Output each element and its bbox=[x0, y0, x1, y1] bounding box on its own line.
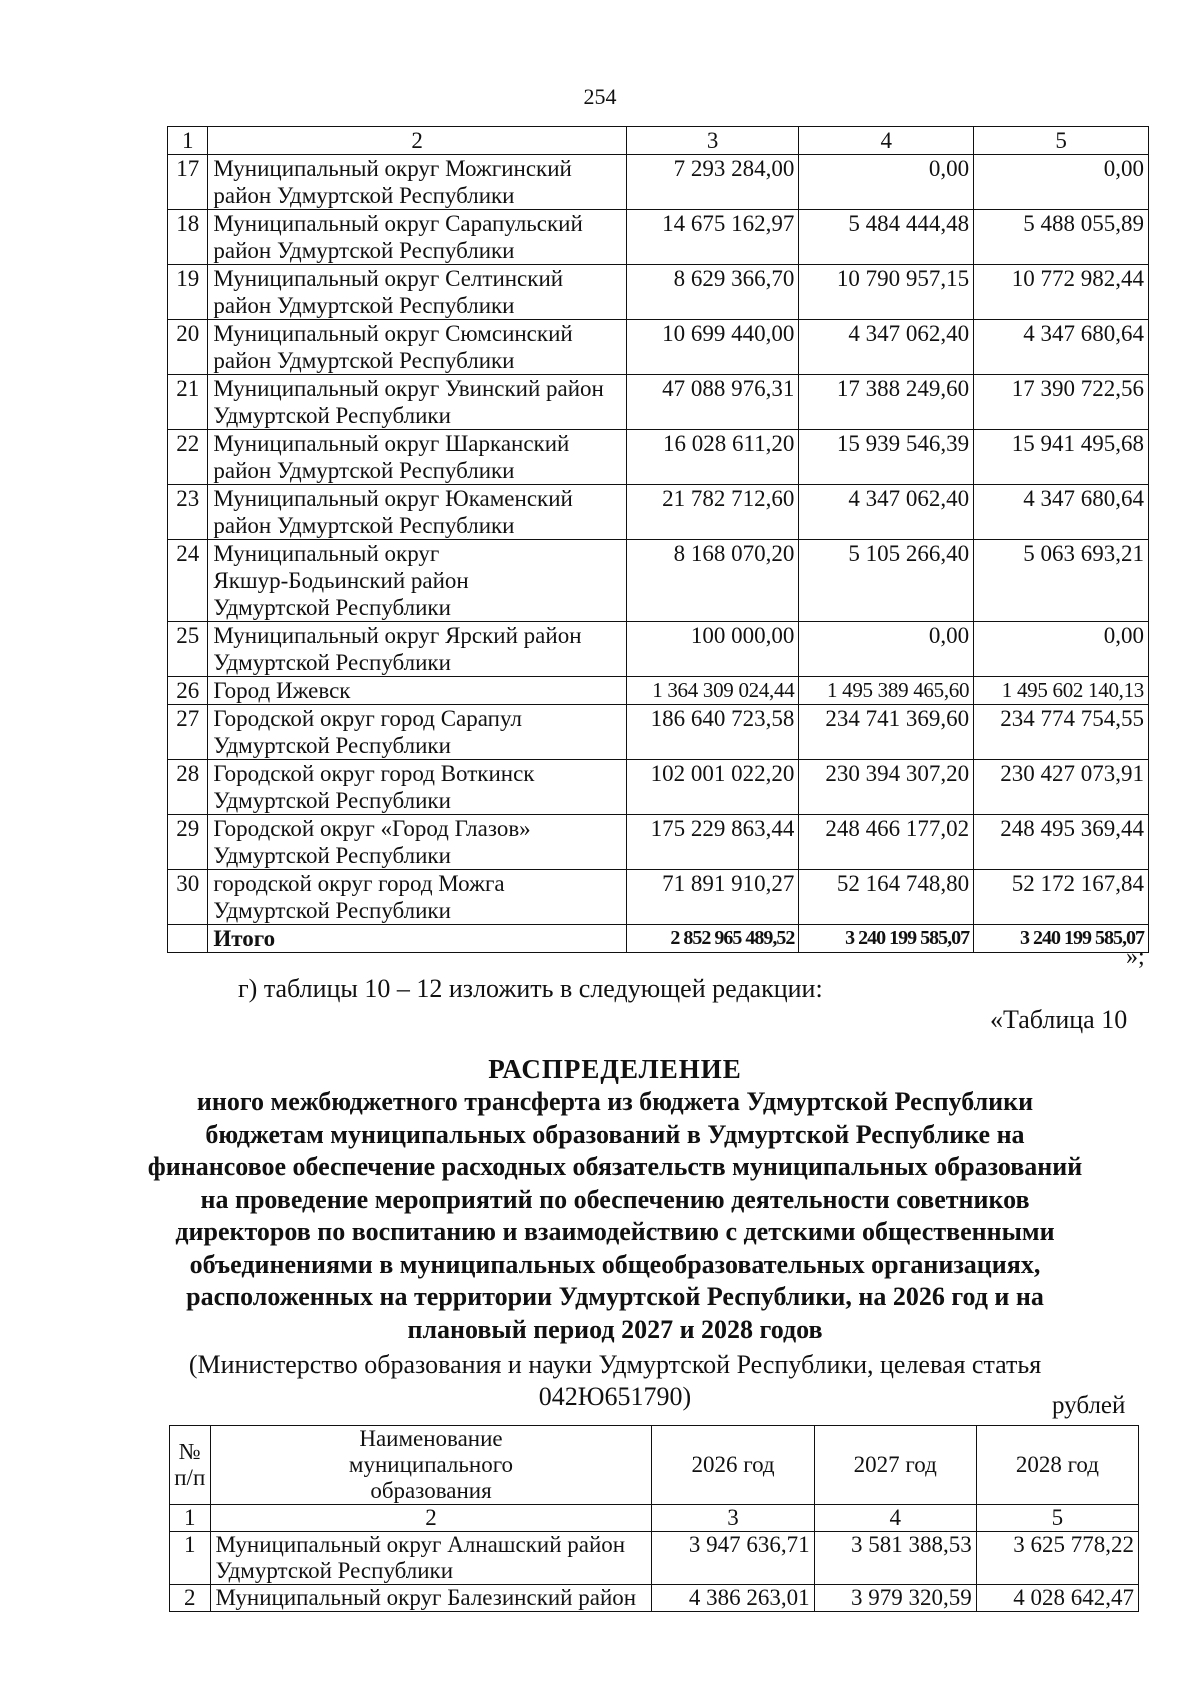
value-col-3: 1 364 309 024,44 bbox=[626, 677, 799, 705]
table-row bbox=[168, 815, 1149, 870]
row-number: 19 bbox=[168, 265, 208, 320]
value-col-3: 175 229 863,44 bbox=[626, 815, 799, 870]
row-number: 21 bbox=[168, 375, 208, 430]
municipality-name: Муниципальный округ Ярский район Удмуртской Республики bbox=[208, 622, 626, 677]
table-header-row bbox=[170, 1426, 1139, 1505]
value-col-5: 234 774 754,55 bbox=[974, 705, 1149, 760]
table-label: «Таблица 10 bbox=[990, 1005, 1128, 1034]
column-index-2: 2 bbox=[210, 1505, 652, 1532]
value-col-3: 102 001 022,20 bbox=[626, 760, 799, 815]
table-row bbox=[168, 677, 1149, 705]
transfer-distribution-table bbox=[169, 1425, 1139, 1612]
value-2026: 4 386 263,01 bbox=[652, 1585, 814, 1612]
value-col-5: 230 427 073,91 bbox=[974, 760, 1149, 815]
total-col-4: 3 240 199 585,07 bbox=[799, 925, 974, 953]
municipality-name: Муниципальный округ Сюмсинский район Удмуртской Республики bbox=[208, 320, 626, 375]
value-col-5: 0,00 bbox=[974, 622, 1149, 677]
value-col-5: 0,00 bbox=[974, 155, 1149, 210]
column-index-4: 4 bbox=[799, 127, 974, 155]
units-label: рублей bbox=[1052, 1392, 1126, 1419]
row-number: 28 bbox=[168, 760, 208, 815]
table-header-row bbox=[168, 127, 1149, 155]
value-col-4: 15 939 546,39 bbox=[799, 430, 974, 485]
municipality-name: Муниципальный округ Увинский район Удмуртской Республики bbox=[208, 375, 626, 430]
page-number: 254 bbox=[583, 84, 617, 109]
column-header-2027: 2027 год bbox=[814, 1426, 976, 1505]
value-col-4: 230 394 307,20 bbox=[799, 760, 974, 815]
row-number: 23 bbox=[168, 485, 208, 540]
value-col-5: 52 172 167,84 bbox=[974, 870, 1149, 925]
value-col-4: 5 105 266,40 bbox=[799, 540, 974, 622]
row-number: 26 bbox=[168, 677, 208, 705]
row-number: 22 bbox=[168, 430, 208, 485]
table-row bbox=[168, 870, 1149, 925]
row-number: 2 bbox=[170, 1585, 211, 1612]
total-col-5: 3 240 199 585,07 bbox=[974, 925, 1149, 953]
value-col-4: 0,00 bbox=[799, 155, 974, 210]
table-row bbox=[170, 1532, 1139, 1585]
value-col-4: 234 741 369,60 bbox=[799, 705, 974, 760]
table-row bbox=[168, 622, 1149, 677]
municipality-name: Город Ижевск bbox=[208, 677, 626, 705]
table-row bbox=[168, 375, 1149, 430]
column-index-2: 2 bbox=[208, 127, 626, 155]
municipality-name: Муниципальный округ Шарканский район Удмуртской Республики bbox=[208, 430, 626, 485]
municipality-name: Муниципальный округ Алнашский район Удмуртской Республики bbox=[210, 1532, 652, 1585]
document-note: (Министерство образования и науки Удмуртской Республики, целевая статья 042Ю651790) bbox=[188, 1350, 1042, 1411]
amendment-instruction: г) таблицы 10 – 12 изложить в следующей редакции: bbox=[238, 974, 823, 1003]
value-2028: 4 028 642,47 bbox=[976, 1585, 1138, 1612]
table-row bbox=[168, 265, 1149, 320]
value-col-4: 4 347 062,40 bbox=[799, 485, 974, 540]
municipality-name: Муниципальный округ Якшур-Бодьинский район Удмуртской Республики bbox=[208, 540, 626, 622]
value-col-4: 17 388 249,60 bbox=[799, 375, 974, 430]
row-number: 25 bbox=[168, 622, 208, 677]
value-col-3: 100 000,00 bbox=[626, 622, 799, 677]
municipality-name: Городской округ «Город Глазов» Удмуртской Республики bbox=[208, 815, 626, 870]
table-row bbox=[168, 430, 1149, 485]
value-col-4: 248 466 177,02 bbox=[799, 815, 974, 870]
table-row bbox=[168, 705, 1149, 760]
value-col-3: 7 293 284,00 bbox=[626, 155, 799, 210]
column-index-4: 4 bbox=[814, 1505, 976, 1532]
value-2027: 3 979 320,59 bbox=[814, 1585, 976, 1612]
total-label: Итого bbox=[208, 925, 626, 953]
value-2027: 3 581 388,53 bbox=[814, 1532, 976, 1585]
column-header-2026: 2026 год bbox=[652, 1426, 814, 1505]
value-col-3: 14 675 162,97 bbox=[626, 210, 799, 265]
document-subtitle: иного межбюджетного трансферта из бюджета Удмуртской Республики бюджетам муниципальных образований в Удмуртской Республике на финансовое обеспечение расходных обязательств муниципальных образований на проведение мероприятий по обеспечению деятельности советников директоров по воспитанию и взаимодействию с детскими общественными объединениями в муниципальных общеобразовательных организациях, расположенных на территории Удмуртской Республики, на 2026 год и на плановый период 2027 и 2028 годов bbox=[147, 1087, 1083, 1344]
value-col-4: 4 347 062,40 bbox=[799, 320, 974, 375]
value-col-5: 4 347 680,64 bbox=[974, 320, 1149, 375]
row-number: 30 bbox=[168, 870, 208, 925]
value-2028: 3 625 778,22 bbox=[976, 1532, 1138, 1585]
column-header-number: № п/п bbox=[170, 1426, 211, 1505]
value-col-4: 1 495 389 465,60 bbox=[799, 677, 974, 705]
title-block bbox=[140, 1052, 1090, 1413]
column-index-1: 1 bbox=[170, 1505, 211, 1532]
value-col-5: 15 941 495,68 bbox=[974, 430, 1149, 485]
closing-quote: »; bbox=[1126, 944, 1145, 970]
value-col-5: 4 347 680,64 bbox=[974, 485, 1149, 540]
row-number: 18 bbox=[168, 210, 208, 265]
municipality-name: городской округ город Можга Удмуртской Республики bbox=[208, 870, 626, 925]
value-col-3: 21 782 712,60 bbox=[626, 485, 799, 540]
column-header-name: Наименование муниципального образования bbox=[210, 1426, 652, 1505]
table-row bbox=[168, 210, 1149, 265]
value-col-3: 186 640 723,58 bbox=[626, 705, 799, 760]
column-index-row bbox=[170, 1505, 1139, 1532]
value-col-4: 0,00 bbox=[799, 622, 974, 677]
value-col-5: 1 495 602 140,13 bbox=[974, 677, 1149, 705]
value-col-4: 5 484 444,48 bbox=[799, 210, 974, 265]
column-index-5: 5 bbox=[976, 1505, 1138, 1532]
row-number: 20 bbox=[168, 320, 208, 375]
value-2026: 3 947 636,71 bbox=[652, 1532, 814, 1585]
row-number: 17 bbox=[168, 155, 208, 210]
row-number: 1 bbox=[170, 1532, 211, 1585]
value-col-3: 8 629 366,70 bbox=[626, 265, 799, 320]
municipality-name: Муниципальный округ Можгинский район Удмуртской Республики bbox=[208, 155, 626, 210]
municipality-name: Муниципальный округ Балезинский район bbox=[210, 1585, 652, 1612]
column-index-3: 3 bbox=[652, 1505, 814, 1532]
municipality-name: Муниципальный округ Селтинский район Удмуртской Республики bbox=[208, 265, 626, 320]
table-row bbox=[168, 540, 1149, 622]
value-col-3: 8 168 070,20 bbox=[626, 540, 799, 622]
column-index-3: 3 bbox=[626, 127, 799, 155]
row-number: 27 bbox=[168, 705, 208, 760]
value-col-5: 5 488 055,89 bbox=[974, 210, 1149, 265]
table-row bbox=[168, 760, 1149, 815]
municipality-name: Муниципальный округ Сарапульский район Удмуртской Республики bbox=[208, 210, 626, 265]
table-row bbox=[168, 155, 1149, 210]
column-header-2028: 2028 год bbox=[976, 1426, 1138, 1505]
value-col-4: 52 164 748,80 bbox=[799, 870, 974, 925]
table-row bbox=[168, 485, 1149, 540]
column-index-1: 1 bbox=[168, 127, 208, 155]
municipality-name: Городской округ город Воткинск Удмуртской Республики bbox=[208, 760, 626, 815]
document-title: РАСПРЕДЕЛЕНИЕ bbox=[488, 1054, 742, 1084]
row-number: 24 bbox=[168, 540, 208, 622]
municipality-name: Муниципальный округ Юкаменский район Удмуртской Республики bbox=[208, 485, 626, 540]
total-row bbox=[168, 925, 1149, 953]
value-col-5: 5 063 693,21 bbox=[974, 540, 1149, 622]
value-col-3: 10 699 440,00 bbox=[626, 320, 799, 375]
value-col-5: 10 772 982,44 bbox=[974, 265, 1149, 320]
value-col-5: 17 390 722,56 bbox=[974, 375, 1149, 430]
value-col-3: 16 028 611,20 bbox=[626, 430, 799, 485]
table-row bbox=[170, 1585, 1139, 1612]
total-col-3: 2 852 965 489,52 bbox=[626, 925, 799, 953]
total-number-cell bbox=[168, 925, 208, 953]
value-col-5: 248 495 369,44 bbox=[974, 815, 1149, 870]
value-col-4: 10 790 957,15 bbox=[799, 265, 974, 320]
value-col-3: 71 891 910,27 bbox=[626, 870, 799, 925]
value-col-3: 47 088 976,31 bbox=[626, 375, 799, 430]
row-number: 29 bbox=[168, 815, 208, 870]
table-row bbox=[168, 320, 1149, 375]
column-index-5: 5 bbox=[974, 127, 1149, 155]
distribution-table-continued bbox=[167, 126, 1149, 953]
municipality-name: Городской округ город Сарапул Удмуртской Республики bbox=[208, 705, 626, 760]
